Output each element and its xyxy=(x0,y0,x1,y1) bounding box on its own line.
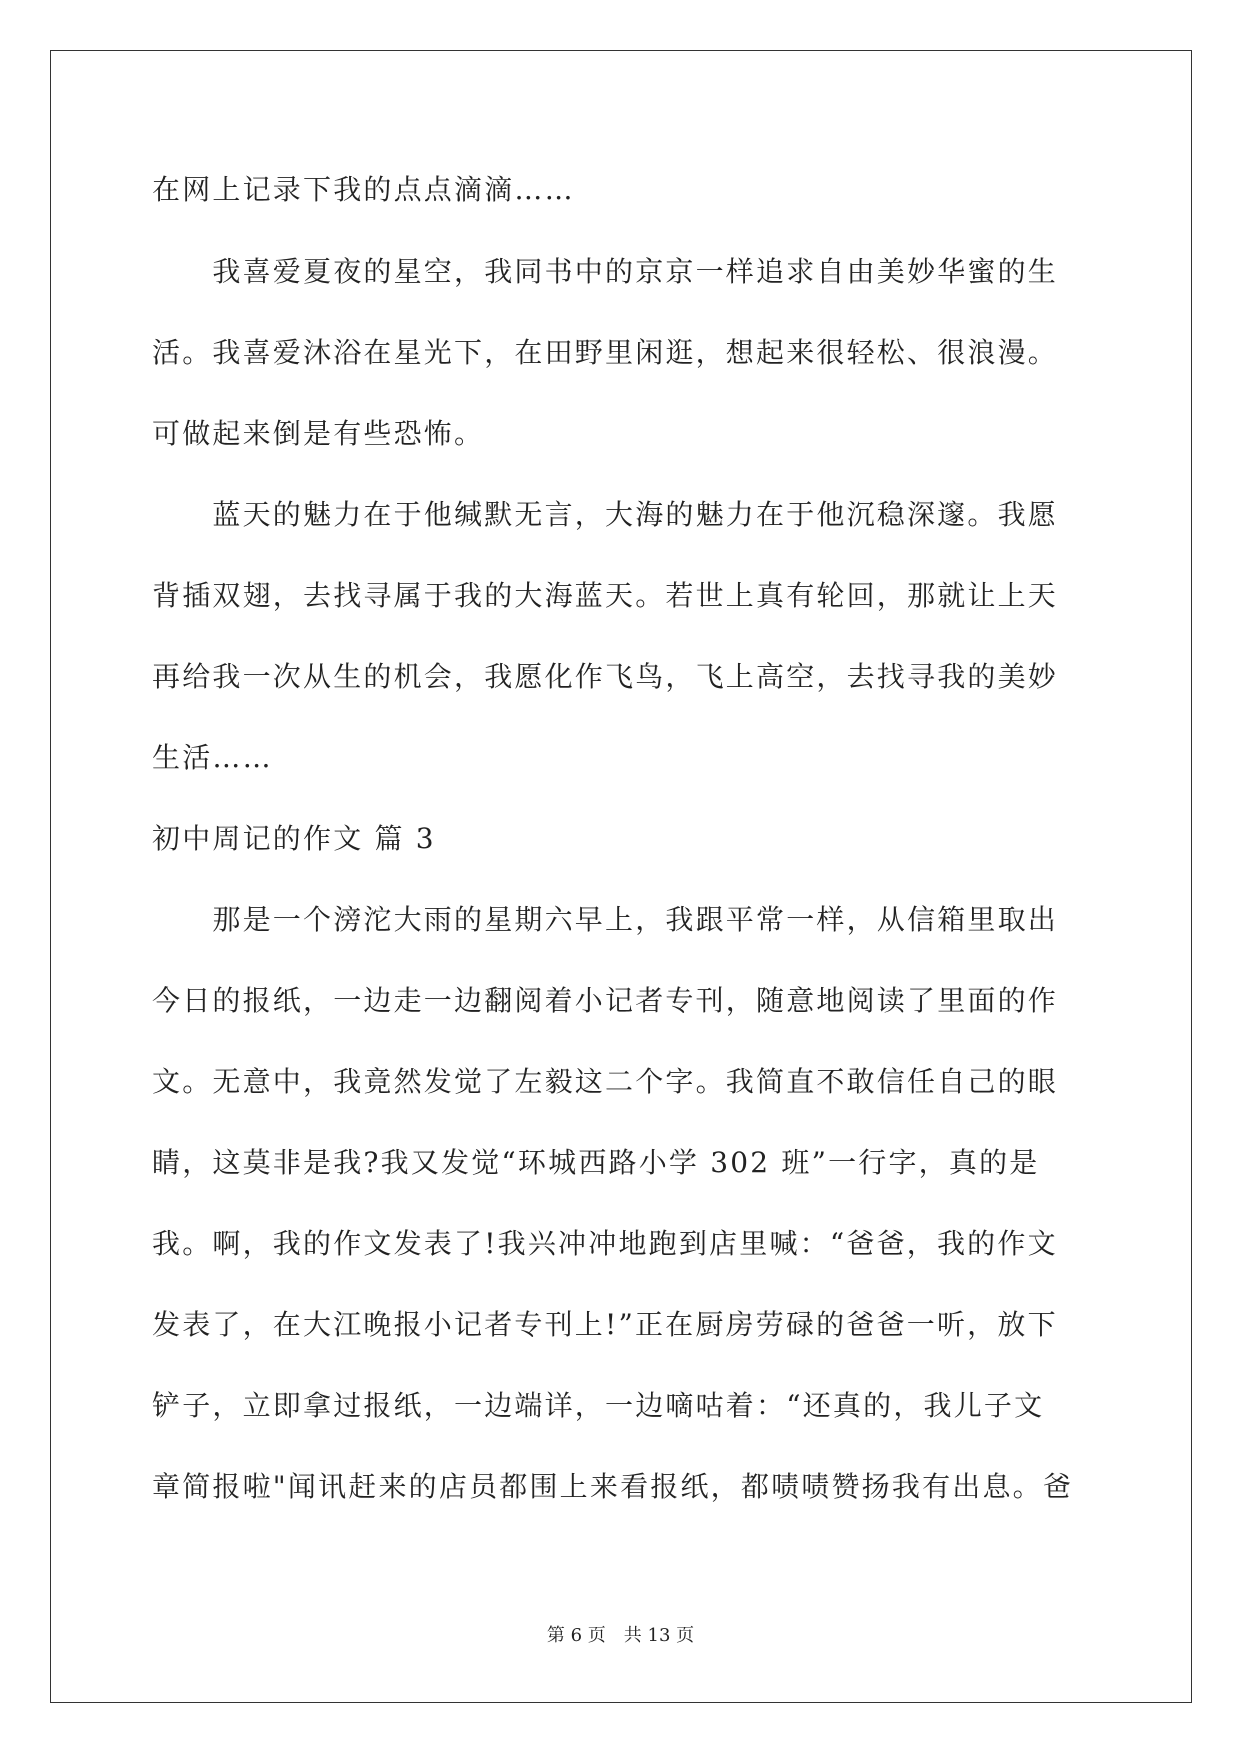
text-line: 章简报啦"闻讯赶来的店员都围上来看报纸，都啧啧赞扬我有出息。爸 xyxy=(152,1470,1074,1503)
text-line: 我喜爱夏夜的星空，我同书中的京京一样追求自由美妙华蜜的生 xyxy=(152,255,1059,288)
text-line: 再给我一次从生的机会，我愿化作飞鸟，飞上高空，去找寻我的美妙 xyxy=(152,660,1059,693)
page-border xyxy=(50,50,1192,1703)
text-line: 文。无意中，我竟然发觉了左毅这二个字。我简直不敢信任自己的眼 xyxy=(152,1065,1059,1098)
text-line: 今日的报纸，一边走一边翻阅着小记者专刊，随意地阅读了里面的作 xyxy=(152,984,1059,1017)
text-line: 蓝天的魅力在于他缄默无言，大海的魅力在于他沉稳深邃。我愿 xyxy=(152,498,1059,531)
text-line: 在网上记录下我的点点滴滴…… xyxy=(152,173,575,206)
text-line: 我。啊，我的作文发表了!我兴冲冲地跑到店里喊：“爸爸，我的作文 xyxy=(152,1227,1058,1260)
page-number: 第 6 页 共 13 页 xyxy=(546,1625,695,1646)
section-heading: 初中周记的作文 篇 3 xyxy=(152,822,436,855)
text-line: 睛，这莫非是我?我又发觉“环城西路小学 302 班”一行字，真的是 xyxy=(152,1146,1040,1179)
text-line: 活。我喜爱沐浴在星光下，在田野里闲逛，想起来很轻松、很浪漫。 xyxy=(152,336,1059,369)
text-line: 生活…… xyxy=(152,741,273,774)
text-line: 发表了，在大江晚报小记者专刊上!”正在厨房劳碌的爸爸一听，放下 xyxy=(152,1308,1058,1341)
text-line: 那是一个滂沱大雨的星期六早上，我跟平常一样，从信箱里取出 xyxy=(152,903,1059,936)
text-line: 背插双翅，去找寻属于我的大海蓝天。若世上真有轮回，那就让上天 xyxy=(152,579,1059,612)
text-line: 可做起来倒是有些恐怖。 xyxy=(152,417,485,450)
text-line: 铲子，立即拿过报纸，一边端详，一边嘀咕着：“还真的，我儿子文 xyxy=(152,1389,1045,1422)
